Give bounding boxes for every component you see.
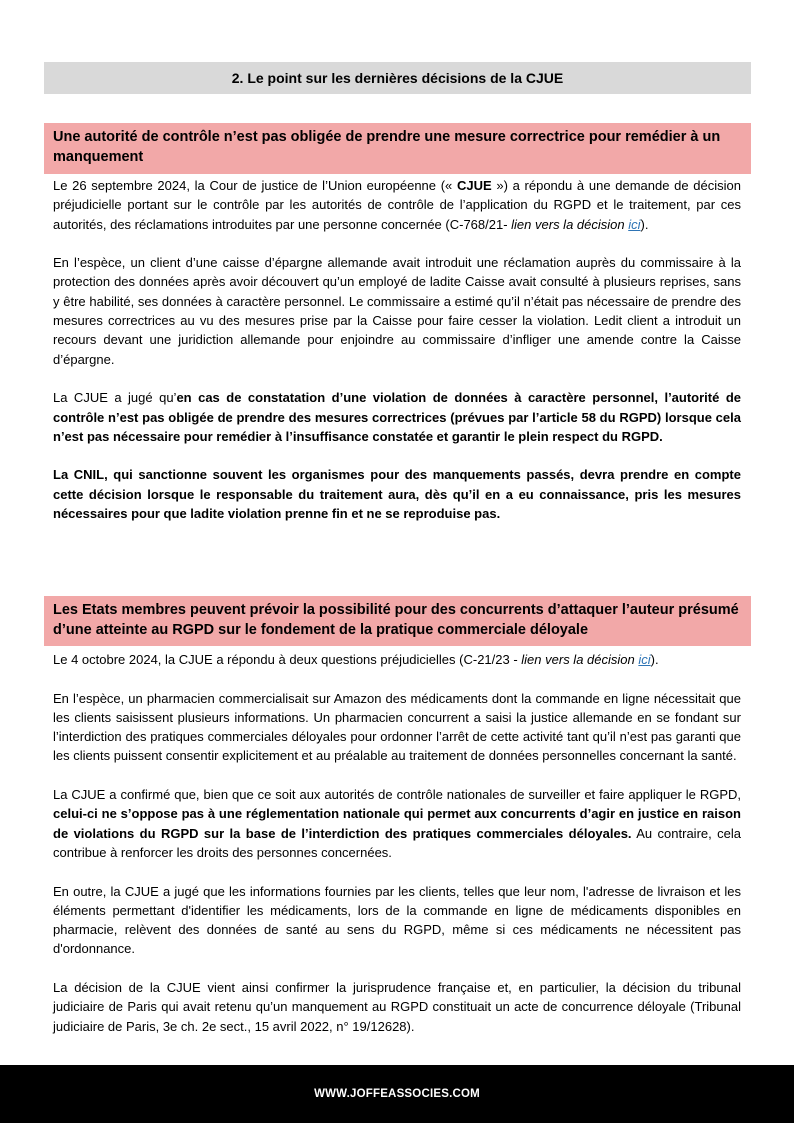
paragraph: La CJUE a jugé qu’en cas de constatation d’une violation de données à caractère personnel, l’autorité de contrôle n’est pas obligée de prendre des mesures correctrices (prévues par l’article 58 du RGPD) lorsque cela n’est pas nécessaire pour remédier à l’insuffisance constatée et garantir le plein respect du RGPD.: [53, 390, 741, 444]
decision-link[interactable]: ici: [638, 652, 651, 667]
paragraph: En l’espèce, un pharmacien commercialisait sur Amazon des médicaments dont la commande en ligne nécessitait que les clients saisissent plusieurs informations. Un pharmacien concurrent a saisi la justice allemande en se fondant sur l’interdiction des pratiques commerciales déloyales pour ordonner l’arrêt de cette activité tant qu’il n’est pas garanti que les clients puissent consentir explicitement et au préalable au traitement de données personnelles concernant la santé.: [53, 690, 741, 764]
section-title: 2. Le point sur les dernières décisions de la CJUE: [44, 62, 751, 94]
paragraph: La CNIL, qui sanctionne souvent les organismes pour des manquements passés, devra prendre en compte cette décision lorsque le responsable du traitement aura, dès qu’il en a eu connaissance, pris les mesures nécessaires pour que ladite violation prenne fin et ne se reproduise pas.: [53, 467, 741, 522]
footer-website[interactable]: WWW.JOFFEASSOCIES.COM: [0, 1065, 794, 1123]
paragraph: La CJUE a confirmé que, bien que ce soit aux autorités de contrôle nationales de surveiller et faire appliquer le RGPD, celui-ci ne s’oppose pas à une réglementation nationale qui permet aux concurrents d’agir en justice en raison de violations du RGPD sur la base de l’interdiction des pratiques commerciales déloyales. Au contraire, cela contribue à renforcer les droits des personnes concernées.: [53, 787, 741, 860]
paragraph: La décision de la CJUE vient ainsi confirmer la jurisprudence française et, en particulier, la décision du tribunal judiciaire de Paris qui avait retenu qu’un manquement au RGPD constituait un acte de concurrence déloyale (Tribunal judiciaire de Paris, 3e ch. 2e sect., 15 avril 2022, n° 19/12628).: [53, 980, 741, 1034]
paragraph: Le 26 septembre 2024, la Cour de justice de l’Union européenne (« CJUE ») a répondu à une demande de décision préjudicielle portant sur le contrôle par les autorités de contrôle de l’application du RGPD et le traitement, par ces autorités, des réclamations introduites par une personne concernée (C-768/21- lien vers la décision ici).: [53, 178, 741, 232]
paragraph: En l’espèce, un client d’une caisse d’épargne allemande avait introduit une réclamation auprès du commissaire à la protection des données après avoir découvert qu’un employé de ladite Caisse avait consulté à plusieurs reprises, sans y être habilité, ses données à caractère personnel. Le commissaire a estimé qu’il n’était pas nécessaire de prendre des mesures correctrices au vu des mesures prise par la Caisse pour faire cesser la violation. Ledit client a introduit un recours devant une juridiction allemande pour enjoindre au commissaire d’infliger une amende contre la Caisse d’épargne.: [53, 255, 741, 367]
block-heading-1: Une autorité de contrôle n’est pas obligée de prendre une mesure correctrice pour remédier à un manquement: [44, 123, 751, 174]
paragraph: En outre, la CJUE a jugé que les informations fournies par les clients, telles que leur nom, l'adresse de livraison et les éléments permettant d'identifier les médicaments, lors de la commande en ligne de médicaments disponibles en pharmacie, relèvent des données de santé au sens du RGPD, même si ces médicaments ne nécessitent pas d'ordonnance.: [53, 883, 741, 957]
block-body-1: [53, 176, 741, 543]
decision-link[interactable]: ici: [628, 216, 641, 232]
block-heading-2: Les Etats membres peuvent prévoir la possibilité pour des concurrents d’attaquer l’auteur présumé d’une atteinte au RGPD sur le fondement de la pratique commerciale déloyale: [44, 596, 751, 646]
block-body-2: [53, 650, 741, 1055]
paragraph: Le 4 octobre 2024, la CJUE a répondu à deux questions préjudicielles (C-21/23 - lien vers la décision ici).: [53, 652, 659, 667]
